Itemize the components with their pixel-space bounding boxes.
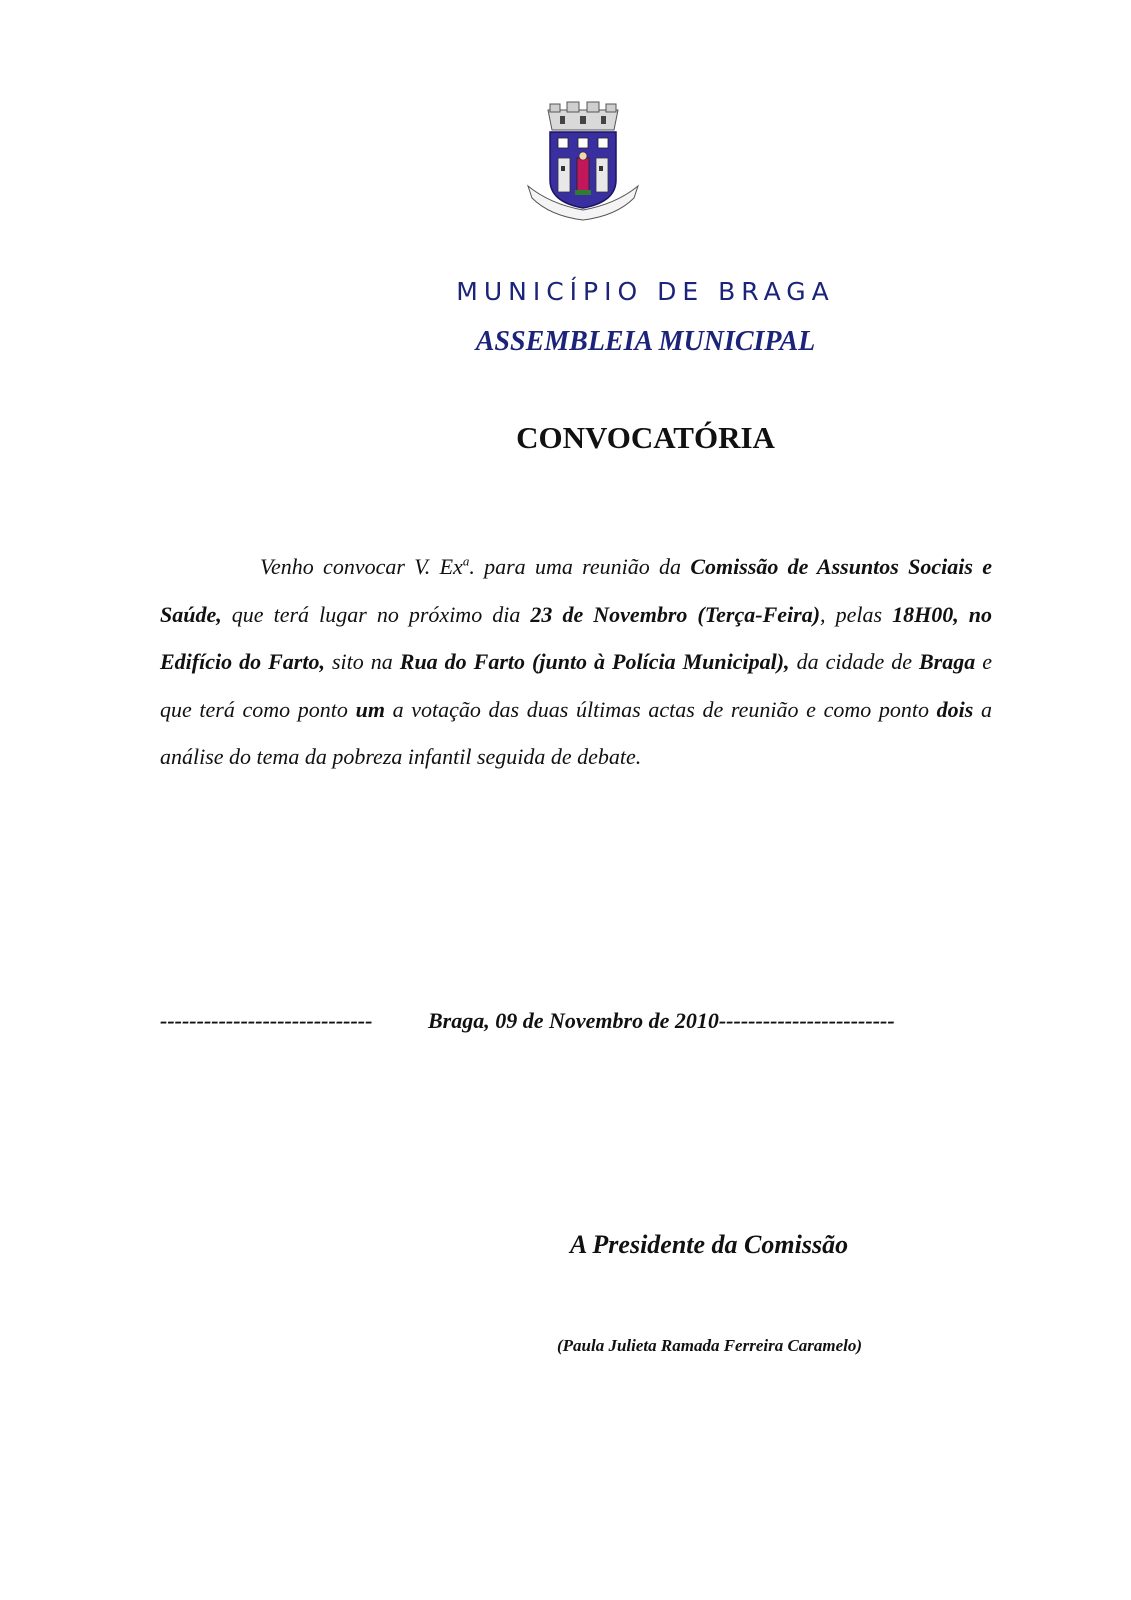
body-text-run: Venho convocar V. Ex [260, 554, 463, 579]
body-text-run: . para uma reunião da [469, 554, 691, 579]
body-text-run: que terá lugar no próximo dia [221, 601, 531, 627]
body-text-run: a votação das duas últimas actas de reunião e como ponto [384, 696, 937, 722]
body-text-superscript: a [462, 553, 470, 569]
convocation-body [160, 543, 992, 781]
assembly-name: ASSEMBLEIA MUNICIPAL [475, 326, 816, 357]
meeting-city: Braga [918, 649, 976, 674]
date-line [160, 1008, 992, 1034]
meeting-time-place: 18H00, no Edifício do Farto, [160, 601, 992, 674]
document-date: Braga, 09 de Novembro de 2010 [428, 1008, 719, 1033]
meeting-street: Rua do Farto (junto à Polícia Municipal), [399, 649, 790, 674]
agenda-point-two: dois [936, 696, 974, 722]
mural-crown-icon [548, 102, 618, 130]
shield-icon [550, 132, 616, 208]
braga-coat-of-arms [520, 100, 646, 226]
body-text-run: e que terá como ponto [160, 649, 993, 722]
body-text-run: , pelas [820, 601, 893, 627]
signer-name: (Paula Julieta Ramada Ferreira Caramelo) [557, 1336, 863, 1355]
agenda-point-one: um [355, 696, 385, 722]
date-dashes-right: ------------------------ [718, 1008, 895, 1033]
date-dashes-left: ----------------------------- [160, 1008, 373, 1033]
signature-title: A Presidente da Comissão [570, 1230, 849, 1259]
body-text-run: da cidade de [789, 649, 919, 674]
document-title: CONVOCATÓRIA [516, 420, 775, 455]
municipality-name: MUNICÍPIO DE BRAGA [456, 277, 835, 306]
body-text-run: sito na [324, 649, 400, 674]
meeting-date: 23 de Novembro (Terça-Feira) [530, 601, 821, 627]
committee-name: Comissão de Assuntos Sociais e Saúde, [160, 554, 992, 627]
body-text-run: a análise do tema da pobreza infantil seguida de debate. [160, 696, 993, 769]
